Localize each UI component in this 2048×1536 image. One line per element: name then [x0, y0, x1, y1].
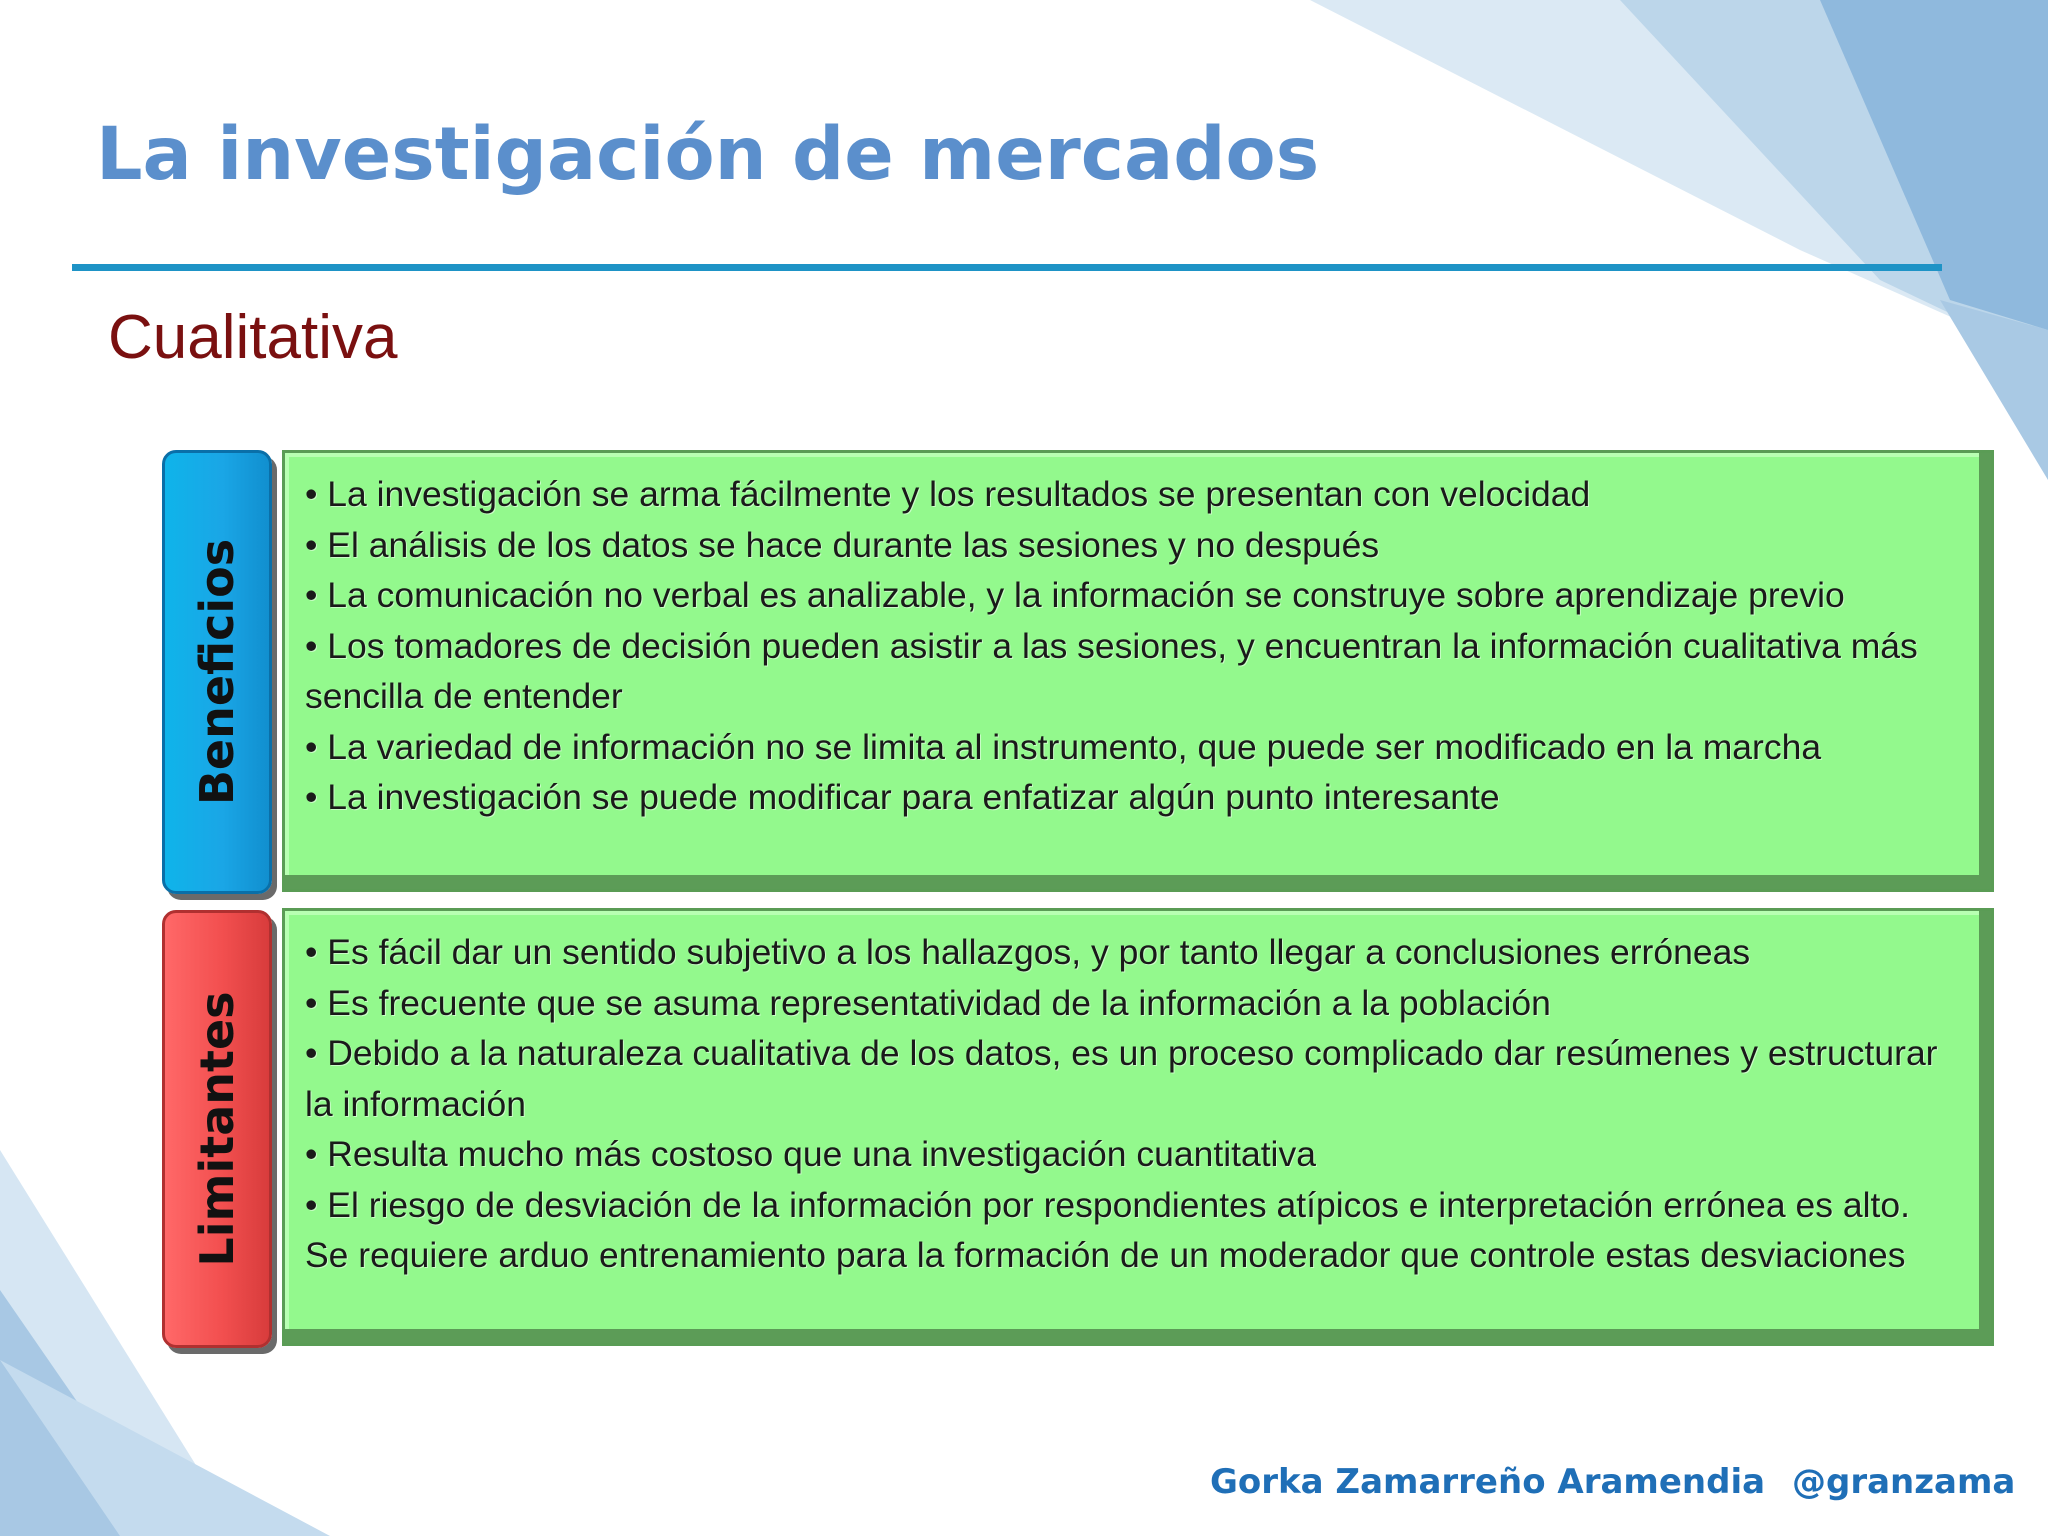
- limitations-label: Limitantes: [190, 991, 244, 1267]
- limitations-list: [305, 927, 1961, 1281]
- benefits-panel: [282, 450, 1994, 892]
- list-item: • Es frecuente que se asuma representatividad de la información a la población: [305, 978, 1961, 1029]
- benefits-list: [305, 469, 1961, 823]
- list-item: • Resulta mucho más costoso que una investigación cuantitativa: [305, 1129, 1961, 1180]
- list-item: • La variedad de información no se limita al instrumento, que puede ser modificado en la marcha: [305, 722, 1961, 773]
- benefits-label: Beneficios: [190, 538, 244, 806]
- limitations-panel: [282, 908, 1994, 1346]
- footer-handle: @granzama: [1792, 1462, 2016, 1502]
- list-item: • Es fácil dar un sentido subjetivo a los hallazgos, y por tanto llegar a conclusiones erróneas: [305, 927, 1961, 978]
- list-item: • La comunicación no verbal es analizable, y la información se construye sobre aprendizaje previo: [305, 570, 1961, 621]
- list-item: • La investigación se arma fácilmente y los resultados se presentan con velocidad: [305, 469, 1961, 520]
- list-item: • Debido a la naturaleza cualitativa de los datos, es un proceso complicado dar resúmenes y estructurar la información: [305, 1028, 1961, 1129]
- list-item: • El análisis de los datos se hace durante las sesiones y no después: [305, 520, 1961, 571]
- list-item: • Los tomadores de decisión pueden asistir a las sesiones, y encuentran la información cualitativa más sencilla de entender: [305, 621, 1961, 722]
- benefits-tab: [162, 450, 272, 894]
- list-item: • La investigación se puede modificar para enfatizar algún punto interesante: [305, 772, 1961, 823]
- limitations-tab: [162, 910, 272, 1348]
- slide-subtitle: Cualitativa: [108, 303, 398, 372]
- slide-title: La investigación de mercados: [96, 112, 1320, 197]
- list-item: • El riesgo de desviación de la información por respondientes atípicos e interpretación errónea es alto. Se requiere arduo entrenamiento para la formación de un moderador que controle estas desviaciones: [305, 1180, 1961, 1281]
- title-divider: [72, 264, 1942, 271]
- footer-author: Gorka Zamarreño Aramendia: [1210, 1462, 1766, 1502]
